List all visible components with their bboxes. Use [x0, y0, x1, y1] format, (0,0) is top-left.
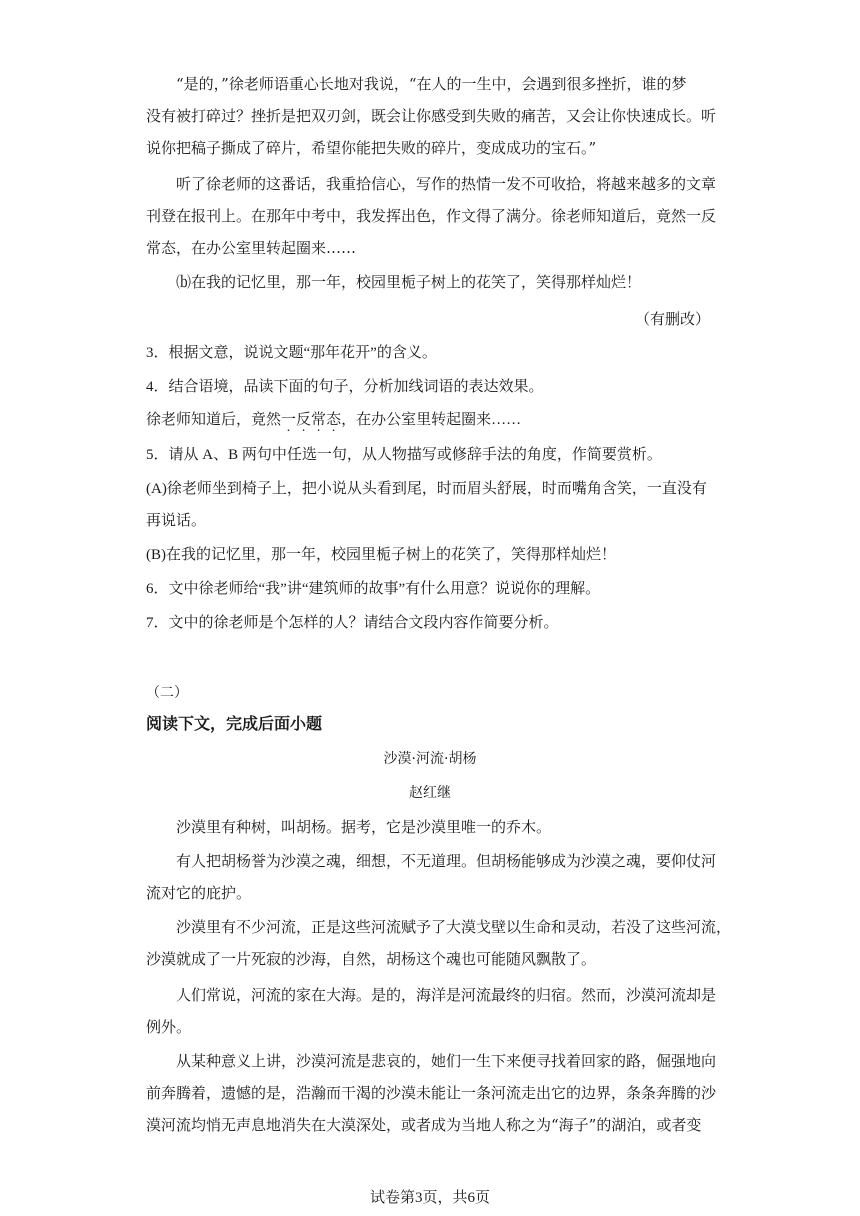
article-line: 前奔腾着，遗憾的是，浩瀚而干渴的沙漠未能让一条河流走出它的边界，条条奔腾的沙 [146, 1084, 717, 1102]
dotted-char: 常 [311, 412, 327, 428]
passage-line: 说你把稿子撕成了碎片，希望你能把失败的碎片，变成成功的宝石。” [146, 139, 597, 157]
question-3: 3．根据文意，说说文题“那年花开”的含义。 [146, 345, 437, 361]
question-5: 5．请从 A、B 两句中任选一句，从人物描写或修辞手法的角度，作简要赏析。 [146, 447, 662, 463]
page-footer: 试卷第3页，共6页 [369, 1190, 490, 1206]
article-line: 从某种意义上讲，沙漠河流是悲哀的，她们一生下来便寻找着回家的路，倔强地向 [176, 1052, 717, 1070]
sentence-before: 徐老师知道后，竟然 [146, 412, 282, 428]
option-a-line: (A)徐老师坐到椅子上，把小说从头看到尾，时而眉头舒展，时而嘴角含笑，一直没有 [146, 481, 707, 497]
dotted-char: 态 [326, 412, 342, 428]
question-4-sentence [146, 410, 521, 430]
article-line: 流对它的庇护。 [146, 884, 252, 902]
section-instruction: 阅读下文，完成后面小题 [146, 714, 323, 733]
question-6: 6．文中徐老师给“我”讲“建筑师的故事”有什么用意？说说你的理解。 [146, 581, 601, 597]
article-author: 赵红继 [409, 785, 451, 801]
dotted-char: 反 [296, 412, 312, 428]
option-a-line: 再说话。 [146, 513, 207, 529]
dotted-char: 一 [281, 412, 297, 428]
question-4: 4．结合语境，品读下面的句子，分析加线词语的表达效果。 [146, 379, 544, 395]
passage-line: 刊登在报刊上。在那年中考中，我发挥出色，作文得了满分。徐老师知道后，竟然一反 [146, 207, 717, 225]
article-title: 沙漠·河流·胡杨 [383, 751, 477, 767]
article-line: 漠河流均悄无声息地消失在大漠深处，或者成为当地人称之为“海子”的湖泊，或者变 [146, 1116, 702, 1134]
passage-line: “是的，”徐老师语重心长地对我说，“在人的一生中，会遇到很多挫折，谁的梦 [176, 75, 687, 93]
article-line: 沙漠就成了一片死寂的沙海，自然，胡杨这个魂也可能随风飘散了。 [146, 950, 597, 968]
source-note: （有删改） [634, 310, 710, 328]
passage-line: ⒝在我的记忆里，那一年，校园里栀子树上的花笑了，笑得那样灿烂！ [176, 273, 642, 291]
article-line: 例外。 [146, 1018, 192, 1036]
option-b: (B)在我的记忆里，那一年，校园里栀子树上的花笑了，笑得那样灿烂！ [146, 547, 616, 563]
article-line: 人们常说，河流的家在大海。是的，海洋是河流最终的归宿。然而，沙漠河流却是 [176, 986, 717, 1004]
article-line: 有人把胡杨誉为沙漠之魂，细想，不无道理。但胡杨能够成为沙漠之魂，要仰仗河 [176, 852, 717, 870]
passage-line: 常态，在办公室里转起圈来…… [146, 239, 357, 257]
question-7: 7．文中的徐老师是个怎样的人？请结合文段内容作简要分析。 [146, 615, 559, 631]
section-label: （二） [146, 685, 188, 701]
article-line: 沙漠里有种树，叫胡杨。据考，它是沙漠里唯一的乔木。 [176, 818, 552, 836]
article-line: 沙漠里有不少河流，正是这些河流赋予了大漠戈壁以生命和灵动，若没了这些河流， [176, 918, 732, 936]
sentence-after: ，在办公室里转起圈来…… [341, 412, 522, 428]
passage-line: 没有被打碎过？挫折是把双刃剑，既会让你感受到失败的痛苦，又会让你快速成长。听 [146, 107, 717, 125]
passage-line: 听了徐老师的这番话，我重拾信心，写作的热情一发不可收拾，将越来越多的文章 [176, 175, 717, 193]
